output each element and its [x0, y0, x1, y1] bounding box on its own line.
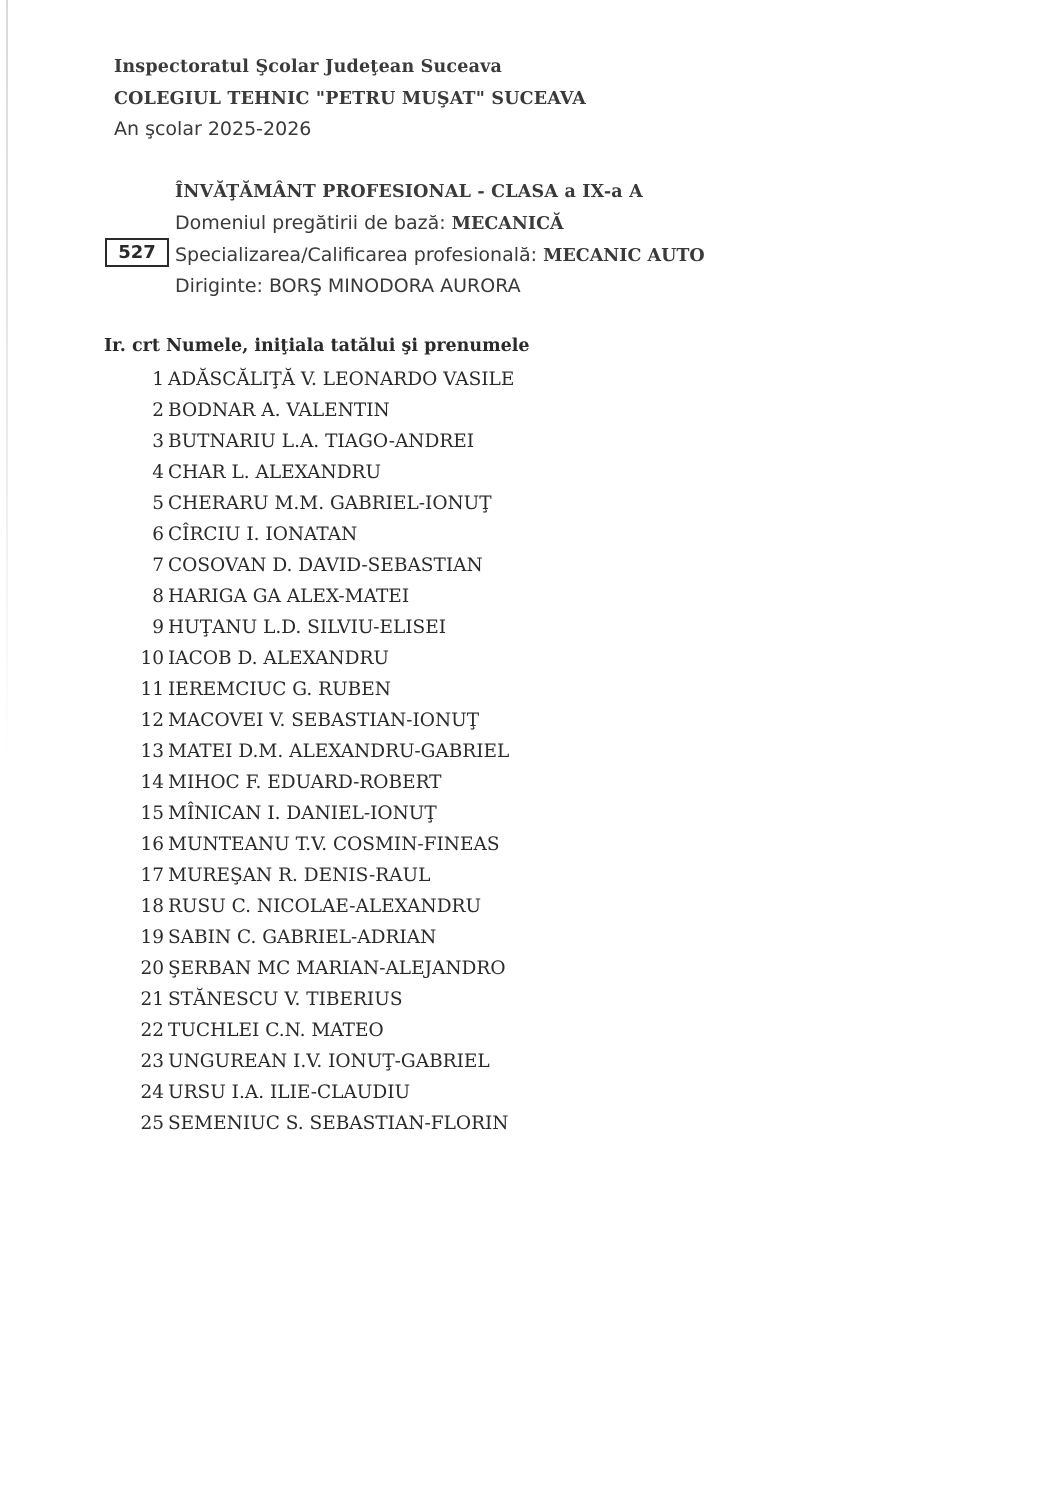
list-header: Ir. crt Numele, iniţiala tatălui şi prenumele — [104, 336, 530, 356]
student-number: 7 — [152, 555, 164, 576]
student-number: 19 — [140, 927, 164, 948]
student-number: 2 — [152, 400, 164, 421]
student-name: IACOB D. ALEXANDRU — [168, 648, 389, 669]
inspectorate-name: Inspectoratul Şcolar Judeţean Suceava — [114, 57, 503, 77]
student-number: 25 — [140, 1113, 164, 1134]
student-number: 14 — [140, 772, 164, 793]
domain-label: Domeniul pregătirii de bază: — [175, 212, 452, 234]
form-teacher: Diriginte: BORŞ MINODORA AURORA — [175, 275, 521, 297]
student-number: 5 — [152, 493, 164, 514]
list-item — [118, 831, 514, 862]
student-number: 6 — [152, 524, 164, 545]
student-name: MUNTEANU T.V. COSMIN-FINEAS — [168, 834, 500, 855]
student-name: CÎRCIU I. IONATAN — [168, 524, 358, 545]
student-number: 4 — [152, 462, 164, 483]
student-name: SABIN C. GABRIEL-ADRIAN — [168, 927, 437, 948]
student-number: 22 — [140, 1020, 164, 1041]
student-number: 15 — [140, 803, 164, 824]
student-number: 12 — [140, 710, 164, 731]
list-item — [118, 893, 514, 924]
list-item — [118, 924, 514, 955]
student-name: MUREŞAN R. DENIS-RAUL — [168, 865, 431, 886]
domain-value: MECANICĂ — [451, 214, 564, 234]
list-item — [118, 583, 514, 614]
list-item — [118, 490, 514, 521]
specialization-code-box: 527 — [105, 238, 169, 267]
list-item — [118, 1017, 514, 1048]
student-list — [118, 366, 514, 1141]
list-item — [118, 552, 514, 583]
domain-line — [175, 212, 564, 234]
list-item — [118, 738, 514, 769]
student-name: SEMENIUC S. SEBASTIAN-FLORIN — [168, 1113, 509, 1134]
student-name: MATEI D.M. ALEXANDRU-GABRIEL — [168, 741, 510, 762]
list-item — [118, 614, 514, 645]
list-item — [118, 676, 514, 707]
student-number: 1 — [152, 369, 164, 390]
student-name: HUŢANU L.D. SILVIU-ELISEI — [168, 617, 447, 638]
student-name: MACOVEI V. SEBASTIAN-IONUŢ — [168, 710, 480, 731]
list-item — [118, 428, 514, 459]
list-item — [118, 1079, 514, 1110]
specialization-line — [175, 244, 705, 266]
student-number: 18 — [140, 896, 164, 917]
student-name: TUCHLEI C.N. MATEO — [168, 1020, 384, 1041]
student-name: BODNAR A. VALENTIN — [168, 400, 390, 421]
student-name: CHAR L. ALEXANDRU — [168, 462, 382, 483]
student-number: 13 — [140, 741, 164, 762]
specialization-value: MECANIC AUTO — [543, 246, 705, 266]
list-item — [118, 521, 514, 552]
student-name: MIHOC F. EDUARD-ROBERT — [168, 772, 442, 793]
list-item — [118, 769, 514, 800]
student-number: 11 — [140, 679, 164, 700]
list-item — [118, 707, 514, 738]
student-name: ADĂSCĂLIŢĂ V. LEONARDO VASILE — [168, 369, 515, 390]
list-item — [118, 955, 514, 986]
student-name: ŞERBAN MC MARIAN-ALEJANDRO — [168, 958, 506, 979]
specialization-label: Specializarea/Calificarea profesională: — [175, 244, 544, 266]
student-number: 20 — [140, 958, 164, 979]
student-name: RUSU C. NICOLAE-ALEXANDRU — [168, 896, 482, 917]
student-name: CHERARU M.M. GABRIEL-IONUŢ — [168, 493, 492, 514]
student-number: 9 — [152, 617, 164, 638]
list-item — [118, 459, 514, 490]
list-item — [118, 1110, 514, 1141]
list-item — [118, 800, 514, 831]
student-number: 17 — [140, 865, 164, 886]
student-number: 24 — [140, 1082, 164, 1103]
student-number: 3 — [152, 431, 164, 452]
student-name: STĂNESCU V. TIBERIUS — [168, 989, 403, 1010]
school-name: COLEGIUL TEHNIC "PETRU MUŞAT" SUCEAVA — [114, 89, 587, 109]
list-item — [118, 986, 514, 1017]
list-item — [118, 862, 514, 893]
student-name: MÎNICAN I. DANIEL-IONUŢ — [168, 803, 437, 824]
list-item — [118, 645, 514, 676]
list-item — [118, 366, 514, 397]
student-number: 8 — [152, 586, 164, 607]
class-title: ÎNVĂŢĂMÂNT PROFESIONAL - CLASA a IX-a A — [175, 182, 643, 202]
student-name: HARIGA GA ALEX-MATEI — [168, 586, 410, 607]
student-number: 23 — [140, 1051, 164, 1072]
student-name: BUTNARIU L.A. TIAGO-ANDREI — [168, 431, 475, 452]
student-name: COSOVAN D. DAVID-SEBASTIAN — [168, 555, 483, 576]
scan-edge-shadow — [6, 0, 8, 760]
school-year: An şcolar 2025-2026 — [114, 118, 312, 140]
student-number: 10 — [140, 648, 164, 669]
student-number: 21 — [140, 989, 164, 1010]
student-name: IEREMCIUC G. RUBEN — [168, 679, 391, 700]
list-item — [118, 1048, 514, 1079]
student-name: UNGUREAN I.V. IONUŢ-GABRIEL — [168, 1051, 490, 1072]
student-number: 16 — [140, 834, 164, 855]
student-name: URSU I.A. ILIE-CLAUDIU — [168, 1082, 411, 1103]
list-item — [118, 397, 514, 428]
